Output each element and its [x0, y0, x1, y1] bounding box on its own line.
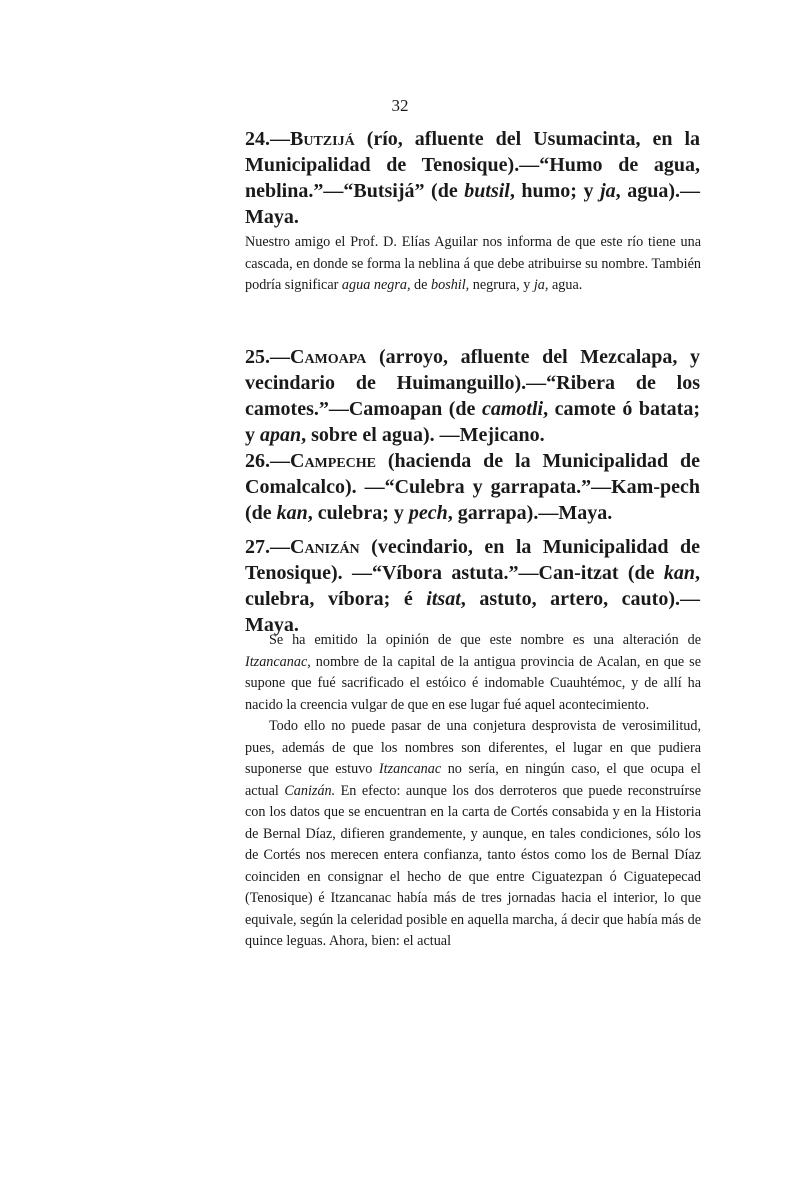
entry-word: butsil [464, 180, 510, 202]
note-canizan [245, 630, 701, 953]
note-text: no sería, en ningún caso, el que ocupa el actual [245, 761, 701, 799]
entry-text: , camote ó batata; y [245, 398, 700, 446]
note-text: Nuestro amigo el Prof. D. Elías Aguilar nos informa de que este río tiene una cascada, en donde se forma la neblina á que debe atribuirse su nombre. También podría significar [245, 234, 701, 293]
note-butzija [245, 232, 701, 297]
note-text: Todo ello no puede pasar de una conjetura desprovista de verosimilitud, pues, además de que los nombres son diferentes, el lugar en que pudiera suponerse que estuvo [245, 718, 701, 777]
entry-text: (vecindario, en la Municipalidad de Tenosique). —“Víbora astuta.”—Can-itzat (de [245, 536, 700, 584]
note-paragraph [245, 716, 701, 953]
entry-name: Butzijá [290, 128, 355, 150]
note-italic: Itzancanac, [245, 653, 311, 670]
entry-25 [245, 344, 700, 448]
entry-text: , astuto, artero, cauto).—Maya. [245, 588, 700, 636]
entry-text: (hacienda de la Municipalidad de Comalcalco). —“Culebra y garrapata.”—Kam-pech (de [245, 450, 700, 524]
entry-word: pech [408, 502, 448, 524]
entry-text: , agua).—Maya. [245, 180, 700, 228]
entry-number: 26.— [245, 450, 290, 472]
entry-word: apan [260, 424, 302, 446]
entry-text: , garrapa).—Maya. [447, 502, 613, 524]
note-text: En efecto: aunque los dos derroteros que puede reconstruírse con los datos que se encuentran en la carta de Cortés consabida y en la Historia de Bernal Díaz, difieren grandemente, y aunque, en tales condiciones, sólo los de Cortés nos merecen entera confianza, tanto éstos como los de Bernal Díaz coinciden en consignar el hecho de que entre Ciguatezpan ó Ciguatepecad (Tenosique) é Itzancanac había más de tres jornadas hacia el interior, lo que equivale, según la celeridad posible en aquella marcha, á decir que había más de quince leguas. Ahora, bien: el actual [245, 782, 701, 949]
note-text: nombre de la capital de la antigua provincia de Acalan, en que se supone que fué sacrificado el estóico é indomable Cuauhtémoc, y de allí ha nacido la creencia vulgar de que en ese lugar fué aquel acontecimiento. [245, 653, 701, 713]
note-italic: boshil, [431, 277, 470, 293]
entry-text: , humo; y [509, 180, 601, 202]
entry-word: ja [600, 180, 616, 202]
note-text: de [410, 277, 431, 293]
entry-number: 24.— [245, 128, 290, 150]
entry-text: (río, afluente del Usumacinta, en la Municipalidad de Tenosique).—“Humo de agua, neblina.”—“Butsijá” (de [245, 128, 700, 202]
entry-number: 27.— [245, 536, 290, 558]
entry-name: Camoapa [290, 346, 367, 368]
note-italic: Itzancanac [378, 761, 442, 777]
entry-word: kan [276, 502, 308, 524]
page-number: 32 [391, 96, 409, 115]
note-paragraph [245, 630, 701, 716]
entry-name: Campeche [290, 450, 376, 472]
note-italic: ja, [533, 277, 549, 293]
note-text: agua. [548, 277, 583, 293]
note-italic: Canizán. [284, 782, 336, 799]
entry-word: itsat [426, 588, 461, 610]
entry-text: (arroyo, afluente del Mezcalapa, y vecindario de Huimanguillo).—“Ribera de los camotes.”—Camoapan (de [245, 346, 700, 420]
entry-word: kan [663, 562, 695, 584]
entry-26 [245, 448, 700, 526]
entry-number: 25.— [245, 346, 290, 368]
entry-text: , culebra, víbora; é [245, 562, 700, 610]
entry-text: , sobre el agua). —Mejicano. [301, 424, 545, 446]
note-text: Se ha emitido la opinión de que este nombre es una alteración de [269, 632, 701, 648]
entry-text: , culebra; y [307, 502, 409, 524]
entry-27 [245, 534, 700, 638]
entry-word: camotli [482, 398, 544, 420]
entry-name: Canizán [290, 536, 360, 558]
note-text: negrura, y [469, 277, 534, 293]
note-italic: agua negra, [341, 277, 411, 293]
entry-24 [245, 126, 700, 230]
